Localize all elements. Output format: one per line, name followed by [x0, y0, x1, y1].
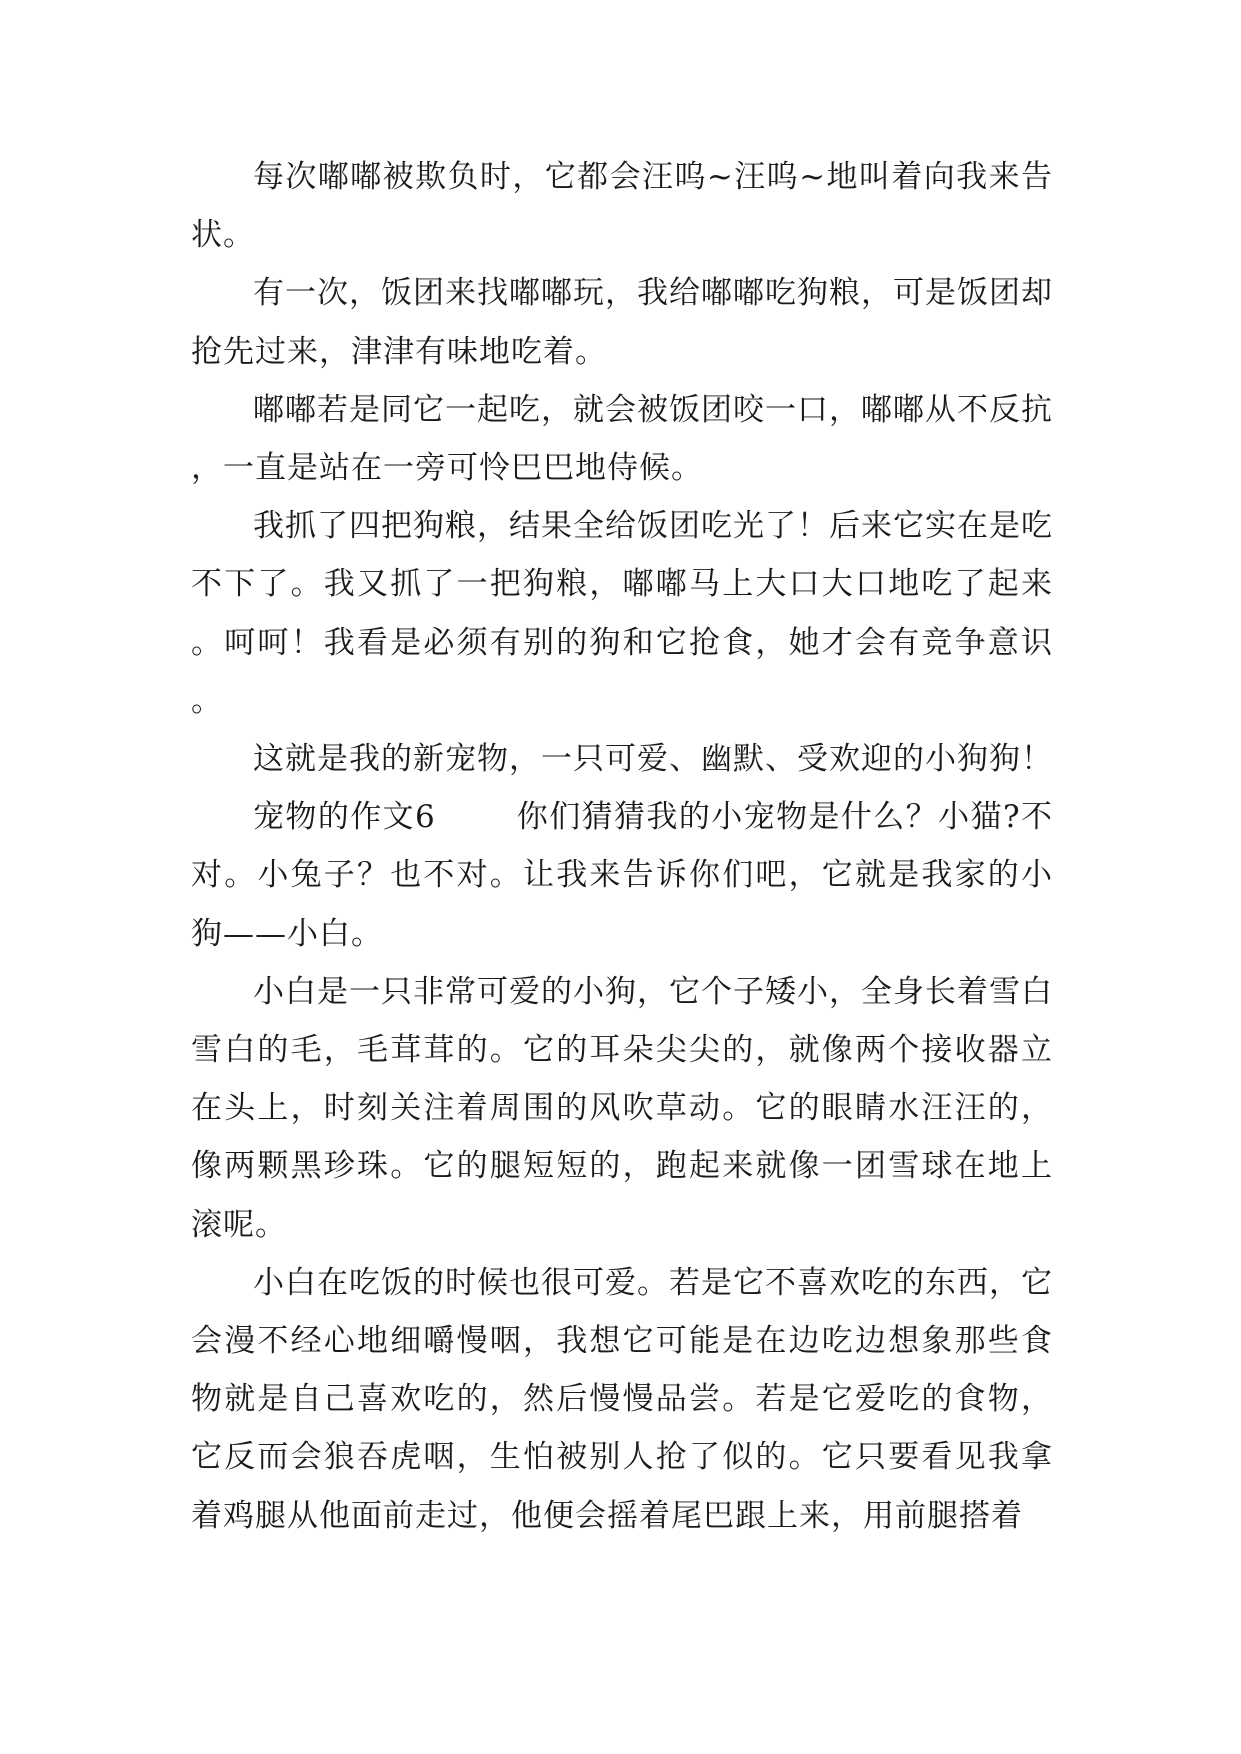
paragraph-5: 这就是我的新宠物，一只可爱、幽默、受欢迎的小狗狗！: [253, 741, 1053, 778]
paragraph-4: 我抓了四把狗粮，结果全给饭团吃光了！后来它实在是吃不下了。我又抓了一把狗粮，嘟嘟马上大口大口地吃了起来。呵呵！我看是必须有别的狗和它抢食，她才会有竞争意识。: [191, 508, 1053, 719]
paragraph-7: 小白是一只非常可爱的小狗，它个子矮小，全身长着雪白雪白的毛，毛茸茸的。它的耳朵尖尖的，就像两个接收器立在头上，时刻关注着周围的风吹草动。它的眼睛水汪汪的，像两颗黑珍珠。它的腿短短的，跑起来就像一团雪球在地上滚呢。: [191, 973, 1053, 1243]
paragraph-2: 有一次，饭团来找嘟嘟玩，我给嘟嘟吃狗粮，可是饭团却抢先过来，津津有味地吃着。: [191, 275, 1053, 370]
paragraph-3: 嘟嘟若是同它一起吃，就会被饭团咬一口，嘟嘟从不反抗，一直是站在一旁可怜巴巴地侍候。: [191, 391, 1053, 487]
paragraph-1: 每次嘟嘟被欺负时，它都会汪呜~汪呜~地叫着向我来告状。: [191, 159, 1053, 254]
section-intro: 你们猜猜我的小宠物是什么？小猫?不对。小兔子？也不对。让我来告诉你们吧，它就是我家的小狗——小白。: [191, 799, 1053, 952]
section-heading: 宠物的作文6: [253, 799, 436, 836]
paragraph-8: 小白在吃饭的时候也很可爱。若是它不喜欢吃的东西，它会漫不经心地细嚼慢咽，我想它可能是在边吃边想象那些食物就是自己喜欢吃的，然后慢慢品尝。若是它爱吃的食物，它反而会狼吞虎咽，生怕被别人抢了似的。它只要看见我拿着鸡腿从他面前走过，他便会摇着尾巴跟上来，用前腿搭着: [191, 1264, 1053, 1534]
section-paragraph: [191, 788, 1053, 963]
document-page: [191, 148, 1053, 1545]
